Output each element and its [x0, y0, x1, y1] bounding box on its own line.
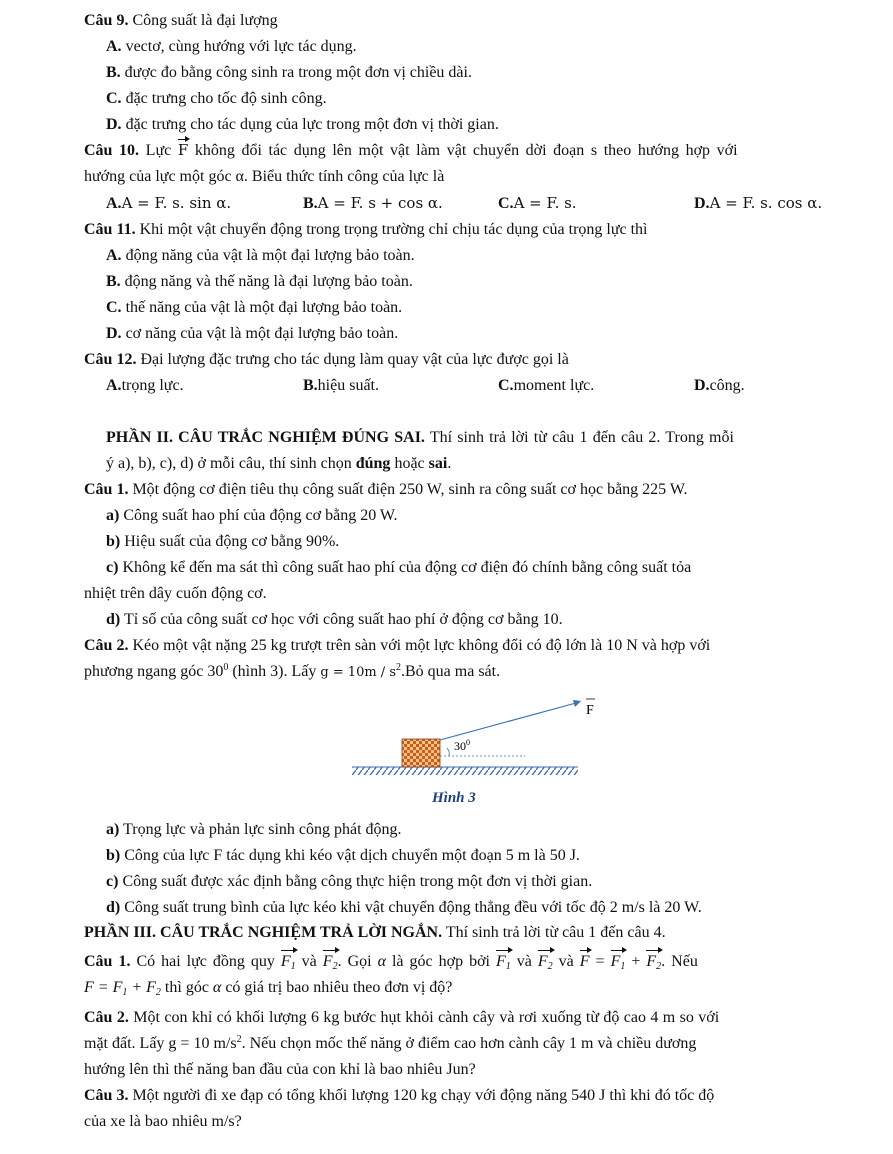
- q10-stem: [84, 140, 738, 162]
- q12-option-a: A. trọng lực.: [106, 377, 184, 394]
- p2-q2-item-d: d) Công suất trung bình của lực kéo khi vật chuyển động thẳng đều với tốc độ 2 m/s là 20 W.: [106, 899, 702, 916]
- q10-option-b: B. A = F. s + cos α.: [303, 194, 443, 212]
- p3-q2-line2: mặt đất. Lấy g = 10 $m/s^2$. Nếu chọn mốc thế năng ở điểm cao hơn cành cây 1 m và chiều dương: [84, 1034, 697, 1052]
- ground-hatch: [352, 767, 578, 775]
- q9-title: Câu 9.: [84, 12, 129, 29]
- arrowhead-icon: [573, 700, 581, 707]
- p2-q2-stem-text: Kéo một vật nặng 25 kg trượt trên sàn với một lực không đổi có độ lớn là 10 N và hợp với: [132, 637, 711, 654]
- part2-intro-line2: ý a), b), c), d) ở mỗi câu, thí sinh chọn đúng hoặc sai.: [106, 455, 452, 472]
- vector-f1: $F_1$: [280, 953, 296, 972]
- vector-f: F: [580, 951, 590, 973]
- part2-heading-line: [106, 427, 734, 449]
- p2-q2-title: Câu 2.: [84, 637, 129, 654]
- q10-option-d: D. A = F. s. cos α.: [694, 194, 823, 212]
- q12-option-b: B. hiệu suất.: [303, 377, 379, 394]
- p2-q1-item-c-cont: nhiệt trên dây cuốn động cơ.: [84, 585, 267, 602]
- q11-option-a: A. động năng của vật là một đại lượng bảo toàn.: [106, 247, 415, 264]
- p3-q3-line2: của xe là bao nhiêu m/s?: [84, 1113, 242, 1130]
- q12-option-c: C. moment lực.: [498, 377, 595, 394]
- q10-option-a: A. A = F. s. sin α.: [106, 194, 232, 212]
- vector-f1: $F_1$: [495, 953, 511, 972]
- q11-stem-text: Khi một vật chuyển động trong trọng trường chỉ chịu tác dụng của trọng lực thì: [139, 221, 648, 238]
- q11-title: Câu 11.: [84, 221, 136, 238]
- p3-q2-line3: hướng lên thì thế năng ban đầu của con khỉ là bao nhiêu Jun?: [84, 1061, 476, 1078]
- p2-q1-stem-text: Một động cơ điện tiêu thụ công suất điện 250 W, sinh ra công suất cơ học bằng 225 W.: [132, 481, 688, 498]
- p2-q2-item-a: a) Trọng lực và phản lực sinh công phát động.: [106, 821, 402, 838]
- q10-stem-a: Lực: [145, 142, 172, 159]
- part3-heading: PHẦN III. CÂU TRẮC NGHIỆM TRẢ LỜI NGẮN.: [84, 924, 443, 941]
- p2-q1-stem: [84, 479, 688, 501]
- figure-caption: Hình 3: [432, 790, 476, 806]
- vector-f2: $F_2$: [322, 953, 338, 972]
- q9-option-d: [106, 114, 499, 136]
- q12-stem-text: Đại lượng đặc trưng cho tác dụng làm quay vật của lực được gọi là: [140, 351, 569, 368]
- part2-intro: Thí sinh trả lời từ câu 1 đến câu 2. Trong mỗi: [429, 429, 734, 446]
- q9-option-a: [106, 36, 357, 58]
- q10-title: Câu 10.: [84, 142, 140, 159]
- option-label: C.: [106, 90, 122, 107]
- figure-hinh-3: [350, 690, 594, 790]
- option-text: đặc trưng cho tốc độ sinh công.: [125, 90, 327, 107]
- p3-q2-line1: Câu 2. Một con khỉ có khối lượng 6 kg bước hụt khỏi cành cây và rơi xuống từ độ cao 4 m so với: [84, 1009, 720, 1026]
- p3-q1-line1: Câu 1. Có hai lực đồng quy $F_1$ và $F_2$. Gọi α là góc hợp bởi $F_1$ và $F_2$ và $F = F_1 + F_2$. Nếu: [84, 953, 698, 972]
- force-label: F: [586, 703, 594, 718]
- p2-q1-item-b: b) Hiệu suất của động cơ bằng 90%.: [106, 533, 340, 550]
- p2-q2-stem-line2: phương ngang góc $30^0$ (hình 3). Lấy $g = 10m / s^2.Bỏ$ qua ma sát.: [84, 662, 501, 680]
- vector-f1: $F_1$: [610, 953, 626, 972]
- option-text: đặc trưng cho tác dụng của lực trong một đơn vị thời gian.: [125, 116, 499, 133]
- q11-stem: [84, 219, 648, 241]
- q12-option-d: D. công.: [694, 377, 745, 394]
- q9-option-b: [106, 62, 472, 84]
- option-label: D.: [106, 116, 122, 133]
- q10-options: [0, 193, 893, 215]
- q10-option-c: C. A = F. s.: [498, 194, 577, 212]
- p2-q1-item-a: a) Công suất hao phí của động cơ bằng 20 W.: [106, 507, 398, 524]
- q11-option-b: B. động năng và thế năng là đại lượng bảo toàn.: [106, 273, 413, 290]
- p2-q2-item-c: c) Công suất được xác định bằng công thực hiện trong một đơn vị thời gian.: [106, 873, 593, 890]
- option-text: được đo bằng công sinh ra trong một đơn vị chiều dài.: [124, 64, 472, 81]
- p2-q2-stem: [84, 635, 710, 657]
- angle-arc: [447, 748, 449, 756]
- q12-stem: [84, 349, 569, 371]
- q9-stem: [84, 10, 278, 32]
- q11-option-d: D. cơ năng của vật là một đại lượng bảo toàn.: [106, 325, 399, 342]
- part3-intro: Thí sinh trả lời từ câu 1 đến câu 4.: [445, 924, 666, 941]
- p2-q2-item-b: b) Công của lực F tác dụng khi kéo vật dịch chuyển một đoạn 5 m là 50 J.: [106, 847, 580, 864]
- part3-heading-line: [84, 922, 666, 944]
- p3-q3-line1: Câu 3. Một người đi xe đạp có tổng khối lượng 120 kg chạy với động năng 540 J thì khi đó tốc độ: [84, 1087, 715, 1104]
- block-icon: [402, 739, 440, 767]
- p2-q1-item-c: c) Không kể đến ma sát thì công suất hao phí của động cơ điện đó chính bằng công suất tỏa: [106, 559, 692, 576]
- option-label: B.: [106, 64, 121, 81]
- p2-q1-title: Câu 1.: [84, 481, 129, 498]
- q10-stem-b: không đổi tác dụng lên một vật làm vật chuyển dời đoạn s theo hướng hợp với: [194, 142, 738, 159]
- option-text: vectơ, cùng hướng với lực tác dụng.: [125, 38, 357, 55]
- vector-f2: $F_2$: [537, 953, 553, 972]
- force-arrow: [440, 703, 576, 740]
- p2-q1-item-d: d) Tỉ số của công suất cơ học với công suất hao phí ở động cơ bằng 10.: [106, 611, 563, 628]
- q9-option-c: [106, 88, 327, 110]
- angle-label: $30^0$: [454, 738, 470, 753]
- force-vector-symbol: F: [177, 141, 189, 159]
- option-label: A.: [106, 38, 122, 55]
- q12-options: [0, 375, 893, 397]
- q11-option-c: C. thế năng của vật là một đại lượng bảo toàn.: [106, 299, 403, 316]
- vector-f2: $F_2$: [646, 953, 662, 972]
- p3-q1-line2: $F = F_1 + F_2$ thì góc α có giá trị bao nhiêu theo đơn vị độ?: [84, 979, 453, 998]
- part2-heading: PHẦN II. CÂU TRẮC NGHIỆM ĐÚNG SAI.: [106, 429, 425, 446]
- q10-stem-line2: hướng của lực một góc α. Biểu thức tính công của lực là: [84, 168, 445, 185]
- q9-stem-text: Công suất là đại lượng: [132, 12, 278, 29]
- q12-title: Câu 12.: [84, 351, 137, 368]
